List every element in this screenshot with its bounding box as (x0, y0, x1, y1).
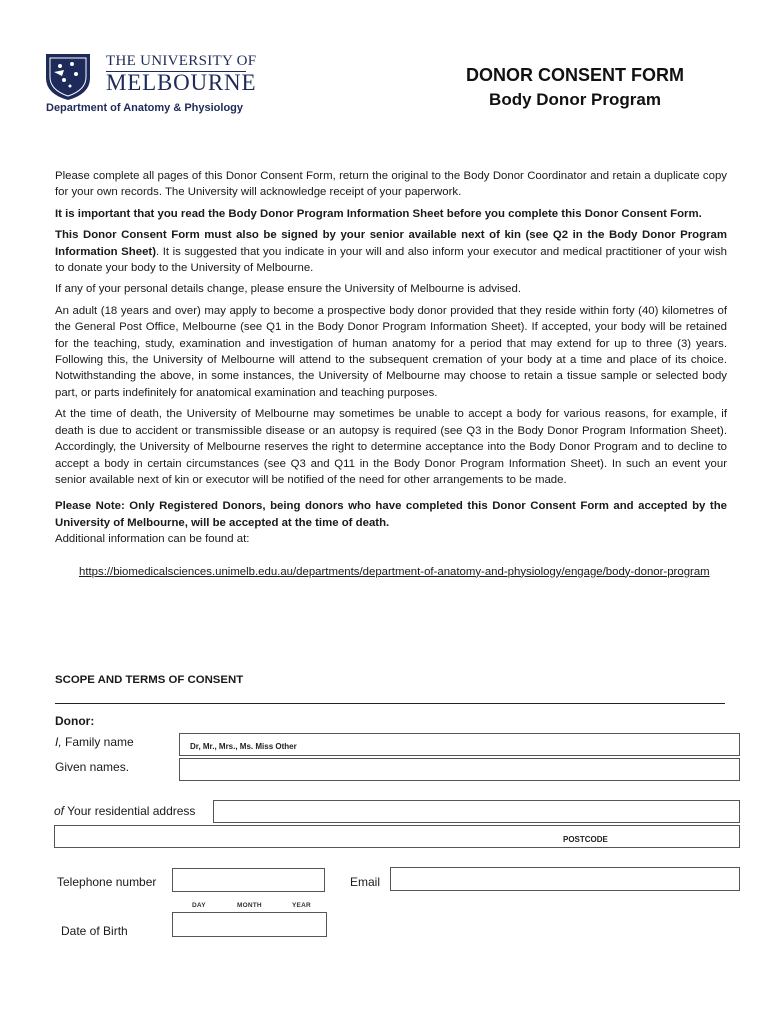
paragraph-important: It is important that you read the Body Donor Program Information Sheet before you complete this Donor Consent Form. (55, 207, 702, 220)
given-names-label: Given names. (55, 760, 130, 774)
paragraph-next-of-kin (55, 227, 727, 276)
address-input-line2[interactable] (54, 825, 740, 848)
instructions-text (55, 168, 727, 580)
info-link[interactable]: https://biomedicalsciences.unimelb.edu.au/departments/department-of-anatomy-and-physiology/engage/body-donor-program (79, 565, 710, 578)
paragraph-eligibility: An adult (18 years and over) may apply to become a prospective body donor provided that they reside within forty (40) kilometres of the General Post Office, Melbourne (see Q1 in the Body Donor Program Information Sheet). If accepted, your body will be retained for the teaching, study, examination and investigation of human anatomy for a period that may extend for up to three (3) years. Following this, the University of Melbourne will attend to the subsequent cremation of your body at a time and place of its choice. Notwithstanding the above, in some instances, the University of Melbourne may choose to retain a tissue sample or selected body part, or parts indefinitely for anatomical examination and teaching purposes. (55, 304, 727, 399)
family-name-input[interactable] (179, 733, 740, 756)
family-name-label-text: Family name (61, 735, 134, 749)
family-name-label (55, 735, 134, 749)
email-label: Email (350, 875, 381, 889)
address-input-line1[interactable] (213, 800, 740, 823)
dob-year-label: YEAR (292, 902, 311, 909)
address-label-of: of (54, 804, 65, 818)
note-emphasis: Please Note: Only Registered Donors, being donors who have completed this Donor Consent Form and accepted by the University of Melbourne, will be accepted at the time of death. (55, 500, 727, 529)
logo-line2: MELBOURNE (106, 70, 257, 95)
form-subtitle: Body Donor Program (489, 90, 661, 109)
section-divider (55, 703, 725, 704)
next-of-kin-rest: . It is suggested that you indicate in your will and also inform your executor and medical practitioner of your wish to donate your body to the University of Melbourne. (55, 245, 727, 275)
email-input[interactable] (390, 867, 740, 891)
family-name-label-i: I, (55, 735, 62, 749)
university-crest-icon (42, 50, 94, 102)
dob-label: Date of Birth (61, 924, 128, 938)
paragraph-intro: Please complete all pages of this Donor Consent Form, return the original to the Body Donor Coordinator and retain a duplicate copy for your own records. The University will acknowledge receipt of your paperwork. (55, 170, 727, 199)
address-label (54, 804, 195, 818)
paragraph-note (55, 498, 727, 547)
department-name: Department of Anatomy & Physiology (46, 102, 244, 114)
logo-line1: THE UNIVERSITY OF (106, 53, 257, 69)
note-rest: Additional information can be found at: (55, 533, 250, 546)
next-of-kin-emphasis: This Donor Consent Form must also be signed by your senior available next of kin (see Q2 in the Body Donor Program Information Sheet) (55, 229, 727, 258)
paragraph-details-change: If any of your personal details change, please ensure the University of Melbourne is advised. (55, 283, 522, 296)
dob-input[interactable] (172, 912, 327, 937)
paragraph-acceptance: At the time of death, the University of Melbourne may sometimes be unable to accept a body for various reasons, for example, if death is due to accident or transmissible disease or an autopsy is required (see Q3 in the Body Donor Program Information Sheet). Accordingly, the University of Melbourne reserves the right to determine acceptance into the Body Donor Program and to decline to accept a body in certain circumstances (see Q3 and Q11 in the Body Donor Program Information Sheet). In such an event your senior available next of kin or executor will be notified of the need for other arrangements to be made. (55, 408, 727, 486)
dob-month-label: MONTH (237, 902, 262, 909)
dob-day-label: DAY (192, 902, 206, 909)
university-logo (42, 50, 262, 120)
telephone-label: Telephone number (57, 875, 157, 889)
form-title: DONOR CONSENT FORM (466, 65, 684, 85)
family-name-hint: Dr, Mr., Mrs., Ms. Miss Other (190, 742, 297, 751)
section-title: SCOPE AND TERMS OF CONSENT (55, 674, 244, 686)
address-label-text: Your residential address (64, 804, 196, 818)
telephone-input[interactable] (172, 868, 325, 892)
given-names-input[interactable] (179, 758, 740, 781)
donor-label: Donor: (55, 714, 95, 728)
postcode-label: POSTCODE (563, 835, 608, 844)
